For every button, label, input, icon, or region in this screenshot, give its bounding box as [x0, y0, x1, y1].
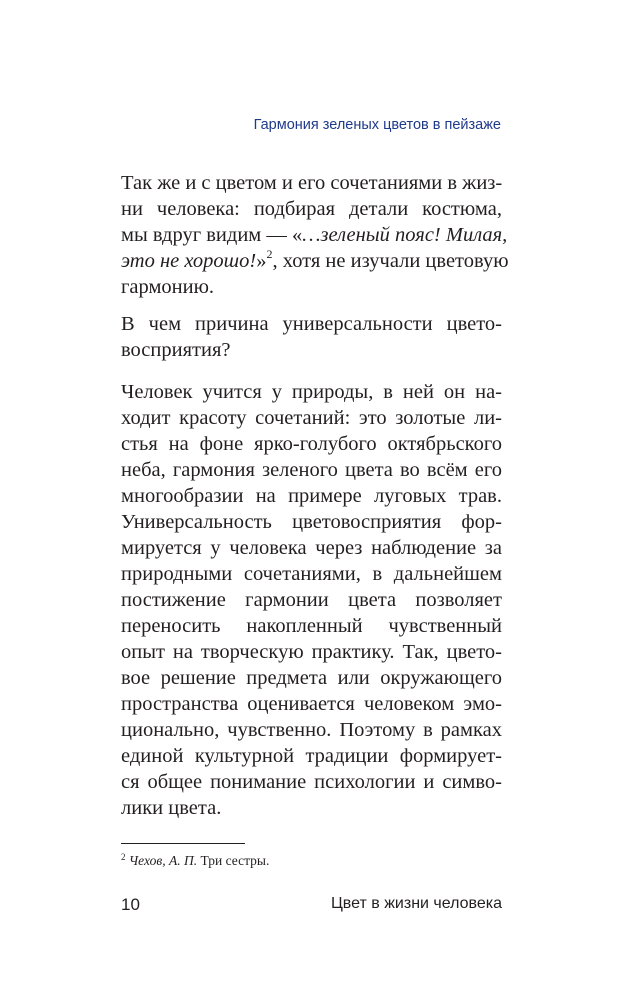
text-line [121, 222, 508, 248]
text-line: переносить накопленный чувственный [121, 615, 502, 637]
book-title: Цвет в жизни человека [330, 895, 502, 912]
text-line [121, 247, 509, 274]
text-line: ся общее понимание психологии и симво- [121, 771, 502, 793]
text-line: постижение гармонии цвета позволяет [121, 589, 502, 611]
footnote-work: Три сестры. [197, 853, 270, 868]
text-line: природными сочетаниями, в дальнейшем [121, 563, 502, 585]
text-line: лики цвета. [121, 797, 222, 819]
quote-italic: это не хорошо! [121, 250, 257, 272]
text-line: гармонию. [121, 276, 215, 298]
paragraph-3 [121, 379, 502, 821]
footnote-marker: 2 [121, 851, 126, 862]
text-line: мируется у человека через наблюдение за [121, 537, 502, 559]
text-line: ходит красоту сочетаний: это золотые ли- [121, 407, 502, 429]
text-line: многообразии на примере луговых трав. [121, 485, 502, 507]
paragraph-1 [121, 170, 509, 300]
footnote-author: Чехов, А. П. [128, 853, 198, 868]
text-line: стья на фоне ярко-голубого октябрьского [121, 433, 502, 455]
footnote [121, 853, 269, 869]
text-line: единой культурной традиции формирует- [121, 745, 502, 767]
text-line: В чем причина универсальности цвето- [121, 313, 502, 335]
text-line: пространства оценивается человеком эмо- [121, 693, 502, 715]
footnote-separator [121, 843, 245, 844]
footnote-reference: 2 [266, 247, 273, 262]
text-line: вое решение предмета или окружающего [121, 667, 502, 689]
text-line: Универсальность цветовосприятия фор- [121, 511, 502, 533]
text-line: неба, гармония зеленого цвета во всём его [121, 459, 502, 481]
text-fragment: , хотя не изучали цветовую [272, 250, 509, 272]
text-line: восприятия? [121, 339, 231, 361]
running-header: Гармония зеленых цветов в пейзаже [253, 117, 501, 133]
text-line: Так же и с цветом и его сочетаниями в жиз- [121, 172, 503, 194]
paragraph-2 [121, 311, 502, 363]
text-line: ни человека: подбирая детали костюма, [121, 198, 502, 220]
page-number: 10 [121, 895, 140, 914]
text-line: Человек учится у природы, в ней он на- [121, 381, 502, 403]
text-line: опыт на творческую практику. Так, цвето- [121, 641, 502, 663]
closing-quote: » [256, 250, 267, 272]
quote-italic: …зеленый пояс! Милая, [302, 224, 508, 246]
text-line: ционально, чувственно. Поэтому в рамках [121, 719, 502, 741]
text-fragment: мы вдруг видим — « [121, 224, 303, 246]
